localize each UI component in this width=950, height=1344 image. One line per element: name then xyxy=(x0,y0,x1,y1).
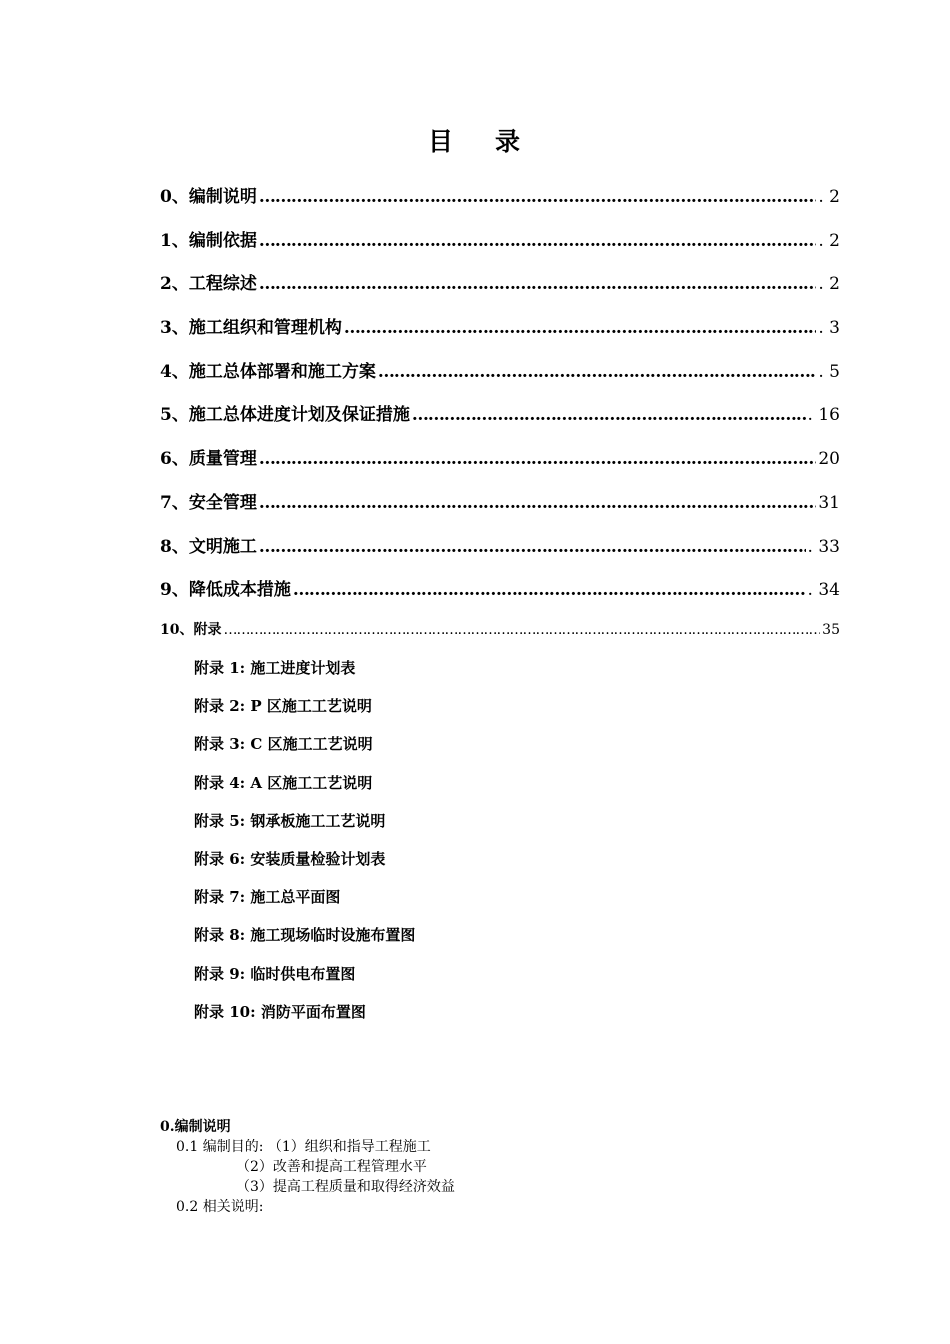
toc-entry-8[interactable] xyxy=(160,532,840,576)
toc-entry-3[interactable] xyxy=(160,313,840,357)
toc-leader-dots xyxy=(259,537,806,557)
toc-entry-label: 7、安全管理 xyxy=(160,492,257,513)
page-title xyxy=(0,122,950,158)
toc-leader-dots xyxy=(378,362,817,382)
appendix-item[interactable]: 附录 3: C 区施工工艺说明 xyxy=(194,735,373,754)
appendix-item[interactable]: 附录 10: 消防平面布置图 xyxy=(194,1002,366,1021)
section-line: （3）提高工程质量和取得经济效益 xyxy=(236,1179,455,1195)
toc-entry-page: 31 xyxy=(818,492,840,513)
toc-leader-dots xyxy=(259,274,817,294)
appendix-list xyxy=(194,657,415,1039)
toc-entry-label: 0、编制说明 xyxy=(160,187,257,207)
section-heading: 0.编制说明 xyxy=(160,1119,231,1135)
toc-entry-page: 20 xyxy=(818,449,840,470)
toc-entry-label: 3、施工组织和管理机构 xyxy=(160,318,342,339)
toc-entry-label: 10、附录 xyxy=(160,621,222,638)
appendix-item[interactable]: 附录 8: 施工现场临时设施布置图 xyxy=(194,926,416,945)
toc-leader-dots xyxy=(344,318,817,338)
toc-entry-6[interactable] xyxy=(160,444,840,488)
toc-entry-label: 2、工程综述 xyxy=(160,274,257,295)
toc-entry-5[interactable] xyxy=(160,400,840,444)
toc-entry-page: . 16 xyxy=(807,405,840,426)
appendix-item[interactable]: 附录 2: P 区施工工艺说明 xyxy=(194,697,372,716)
toc-entry-label: 8、文明施工 xyxy=(160,536,257,557)
toc-leader-dots xyxy=(259,231,817,251)
toc-entry-page: . 2 xyxy=(818,230,840,251)
appendix-item[interactable]: 附录 7: 施工总平面图 xyxy=(194,888,341,907)
section-line: 0.1 编制目的: （1）组织和指导工程施工 xyxy=(176,1139,431,1155)
toc-entry-page: . 33 xyxy=(807,536,840,557)
toc-entry-page: . 3 xyxy=(818,318,840,339)
toc-entry-10[interactable] xyxy=(160,619,840,655)
toc-entry-page: . 2 xyxy=(818,187,840,207)
toc-leader-dots xyxy=(259,449,817,469)
title-char-2: 录 xyxy=(495,127,523,156)
appendix-item[interactable]: 附录 1: 施工进度计划表 xyxy=(194,659,356,677)
toc-entry-label: 4、施工总体部署和施工方案 xyxy=(160,361,376,382)
toc-entry-label: 5、施工总体进度计划及保证措施 xyxy=(160,405,410,426)
appendix-item[interactable]: 附录 6: 安装质量检验计划表 xyxy=(194,849,386,868)
toc-entry-page: . 5 xyxy=(818,361,840,382)
toc-entry-2[interactable] xyxy=(160,269,840,313)
toc-entry-label: 9、降低成本措施 xyxy=(160,580,291,601)
section-preparation-notes xyxy=(160,1117,455,1217)
toc-entry-1[interactable] xyxy=(160,226,840,270)
appendix-item[interactable]: 附录 5: 钢承板施工工艺说明 xyxy=(194,811,386,830)
toc-entry-page: . 34 xyxy=(807,580,840,601)
toc-entry-label: 1、编制依据 xyxy=(160,230,257,251)
title-char-1: 目 xyxy=(427,127,455,156)
toc-entry-page: 35 xyxy=(822,621,840,638)
section-line: 0.2 相关说明: xyxy=(176,1199,264,1215)
toc-entry-label: 6、质量管理 xyxy=(160,449,257,470)
toc-entry-7[interactable] xyxy=(160,488,840,532)
toc-leader-dots xyxy=(293,580,806,600)
appendix-item[interactable]: 附录 9: 临时供电布置图 xyxy=(194,964,356,983)
toc-leader-dots xyxy=(412,405,806,425)
toc-entry-9[interactable] xyxy=(160,575,840,619)
table-of-contents xyxy=(160,182,840,655)
section-line: （2）改善和提高工程管理水平 xyxy=(236,1159,427,1175)
toc-leader-dots xyxy=(259,493,817,513)
appendix-item[interactable]: 附录 4: A 区施工工艺说明 xyxy=(194,773,373,792)
toc-entry-4[interactable] xyxy=(160,357,840,401)
toc-entry-0[interactable] xyxy=(160,182,840,226)
toc-leader-dots xyxy=(259,187,817,207)
toc-entry-page: . 2 xyxy=(818,274,840,295)
toc-leader-dots xyxy=(223,622,820,638)
